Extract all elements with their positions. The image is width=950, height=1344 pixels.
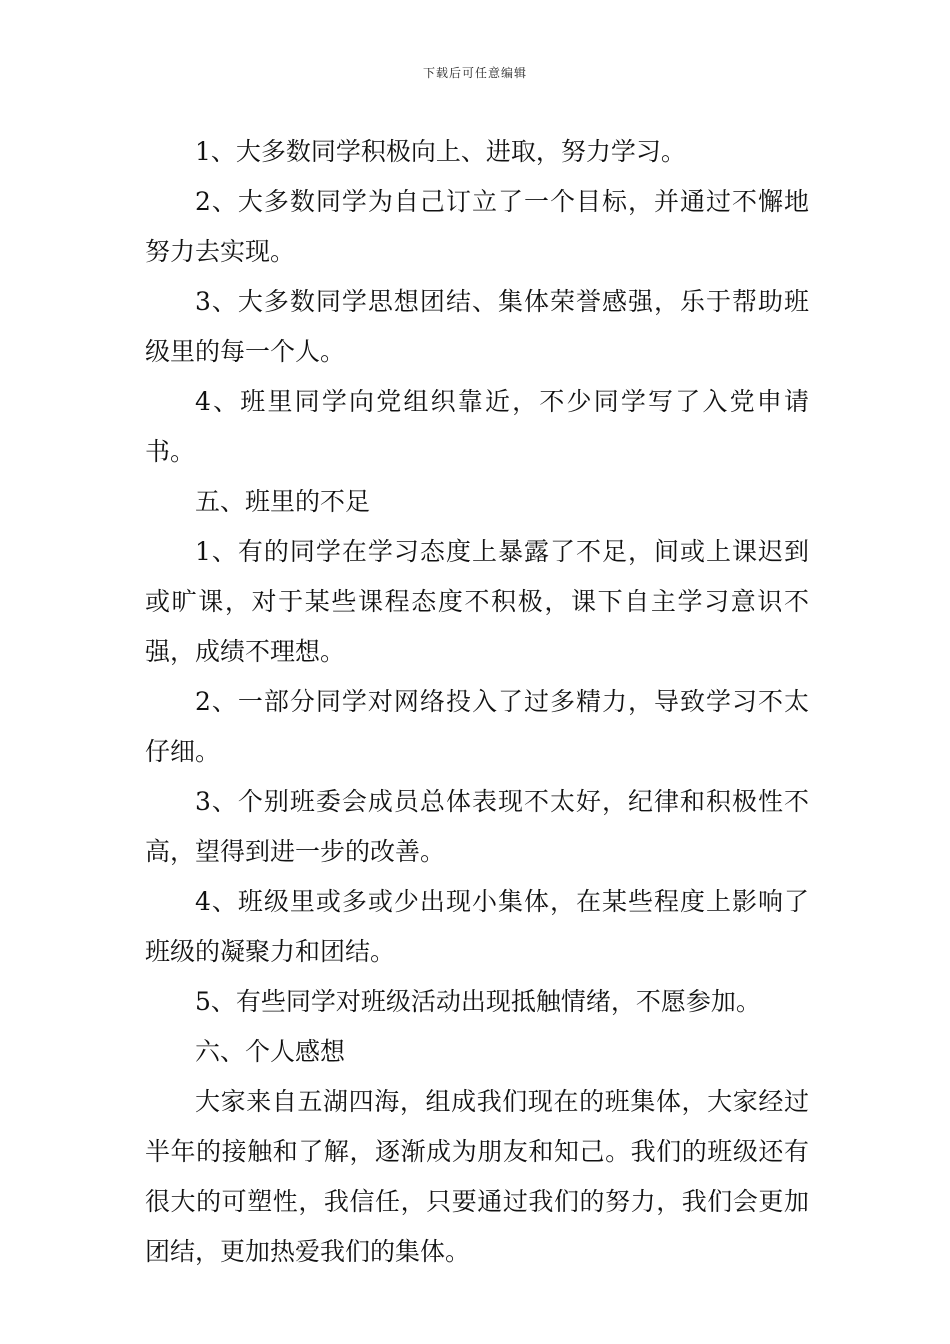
- document-body: [145, 127, 809, 1277]
- paragraph: 5、有些同学对班级活动出现抵触情绪，不愿参加。: [195, 987, 761, 1016]
- paragraph: 3、大多数同学思想团结、集体荣誉感强，乐于帮助班级里的每一个人。: [145, 287, 809, 366]
- paragraph: 2、大多数同学为自己订立了一个目标，并通过不懈地努力去实现。: [145, 187, 809, 266]
- page-header-note: 下载后可任意编辑: [422, 66, 527, 80]
- paragraph: 4、班里同学向党组织靠近，不少同学写了入党申请书。: [145, 387, 809, 466]
- section-heading: 六、个人感想: [195, 1037, 346, 1066]
- paragraph: 2、一部分同学对网络投入了过多精力，导致学习不太仔细。: [145, 687, 809, 766]
- paragraph: 1、大多数同学积极向上、进取，努力学习。: [195, 137, 686, 166]
- paragraph: 1、有的同学在学习态度上暴露了不足，间或上课迟到或旷课，对于某些课程态度不积极，课下自主学习意识不强，成绩不理想。: [145, 537, 809, 666]
- paragraph: 大家来自五湖四海，组成我们现在的班集体，大家经过半年的接触和了解，逐渐成为朋友和知己。我们的班级还有很大的可塑性，我信任，只要通过我们的努力，我们会更加团结，更加热爱我们的集体。: [145, 1087, 809, 1266]
- section-heading: 五、班里的不足: [195, 487, 371, 516]
- paragraph: 4、班级里或多或少出现小集体，在某些程度上影响了班级的凝聚力和团结。: [145, 887, 809, 966]
- paragraph: 3、个别班委会成员总体表现不太好，纪律和积极性不高，望得到进一步的改善。: [145, 787, 809, 866]
